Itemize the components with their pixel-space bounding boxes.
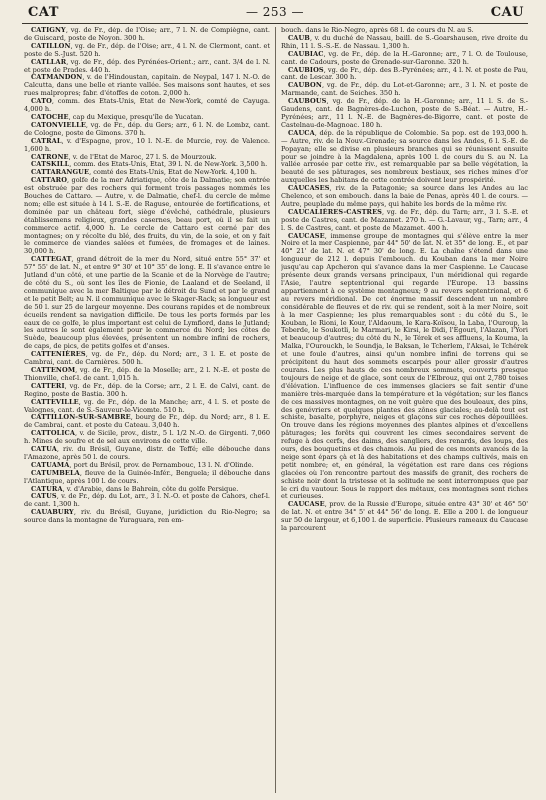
entry-headword: CATOCHE xyxy=(31,112,69,121)
dictionary-entry xyxy=(281,130,528,185)
entry-text: , prov. de la Russie d'Europe, située entre 43° 30' et 46° 50' de lat. N. et entre 34° 5' et 44° 56' de long. E. Elle a 200 l. de longueur sur 50 de largeur, et 6,100 l. de superficie. Plusieurs rameaux du Caucase la parcourent xyxy=(281,500,528,533)
dictionary-entry xyxy=(281,51,528,67)
entry-headword: CATTENIÈRES xyxy=(31,350,86,359)
dictionary-entry xyxy=(281,82,528,98)
entry-headword: CATMANDON xyxy=(31,73,83,82)
entry-text: , vg. de Fr., dép. de l'Oise; arr., 4 l. N. de Clermont, cant. et poste de S.-Just. 520 h. xyxy=(24,41,270,58)
entry-text: , v. d'Arabie, dans le Bahrein, côte du golfe Persique. xyxy=(62,484,239,493)
entry-headword: CAUABURY xyxy=(31,508,74,517)
dictionary-entry xyxy=(24,351,270,367)
entry-headword: CAUCASE xyxy=(288,231,325,240)
dictionary-entry xyxy=(24,138,270,154)
entry-text: , dép. de la république de Colombie. Sa pop. est de 193,000 h. — Autre, riv. de la Nouv.-Grenade; sa source dans les Andes, 6 l. S.-E. de Popayan; elle se divise en plusieurs branches qui se réunissent ensuite pour se joindre à la Magdalena, après 100 l. de cours du S. au N. La vallée arrosée par cette riv., est remarquable par sa belle végétation, la beauté de ses pâturages, ses nombreux bestiaux, ses riches mines d'or auxquelles les habitans de cette contrée doivent leur prospérité. xyxy=(281,128,528,185)
dictionary-entry xyxy=(24,98,270,114)
entry-text: , comté des Etats-Unis, Etat de New-York. 4,100 h. xyxy=(89,168,257,177)
entry-headword: CAUBON xyxy=(288,81,322,90)
dictionary-entry xyxy=(24,74,270,98)
entry-headword: CATTEGAT xyxy=(31,255,72,264)
dictionary-entry xyxy=(281,209,528,233)
entry-text: , immense groupe de montagnes qui s'élève entre la mer Noire et la mer Caspienne, par 44° 50' de lat. N. et 35° de long. E., et par 40° 21' de lat. N. et 47° 30' de long. E. La chaîne s'étend dans une longueur de 212 l. depuis l'embouch. du Kouban dans la mer Noire jusqu'au cap Apcheron qui s'avance dans la mer Caspienne. Le Caucase présente deux grands versans principaux, l'un méridional qui regarde l'Asie, l'autre septentrional qui regarde l'Europe. 13 bassins appartiennent à ce système montagneux; 9 au revers septentrional, et 6 au revers méridional. De cet énorme massif descendent un nombre considérable de fleuves et de riv. qui se rendent, soit à la mer Noire, soit à la mer Caspienne; les plus remarquables sont : du côté du S., le Kouban, le Rioni, le Kour, l'Aldaoum, le Kara-Koïsou, la Laba, l'Ouroup, la Teberde, le Soukotli, le Marmari, le Kirsi, le Didi, l'Egouri, l'Alazan, l'Yori et beaucoup d'autres; du côté du N., le Térek et ses affluens, la Kouma, la Malka, l'Ourouckh, le Soundja, le Baksan, le Tcherlem, l'Aksai, le Tchérek et une foule d'autres, ainsi qu'un nombre infini de torrens qui se précipitent du haut des sommets escarpés pour aller grossir d'autres courans. Les plus hauts de ces nombreux sommets, couverts presque toujours de neige et de glace, sont ceux de l'Elbrouz, qui ont 2,780 toises d'élévation. L'influence de ces immenses glaciers se fait sentir d'une manière très-marquée dans la température et la végétation; sur les flancs de ces massives montagnes, on ne voit guère que des bouleaux, des pins, des genévriers et quelques plantes des zônes glaciales; au-delà tout est schiste, basalte, porphyre, neiges et glaçons sur ces roches dépouillées. On trouve dans les régions moyennes des plantes alpines et d'excellens pâturages; les forêts qui couvrent les cimes secondaires servent de refuge à des cerfs, des daims, des sangliers, des renards, des loups, des ours, des bouquetins et des chamois. Au pied de ces monts avancés de la neige sont épars çà et là des habitations et des champs cultivés, mais en petit nombre; et, en général, la végétation est rare dans ces régions glacées où l'on rencontre partout des massifs de granit, des rochers de schiste noir dont la tristesse et la solitude ne sont interrompues que par le cri du vautour. Sous le rapport des métaux, ces montagnes sont riches et curieuses. xyxy=(281,231,528,501)
entry-text: , comm. des Etats-Unis, Etat, 39 l. N. de New-York. 3,500 h. xyxy=(69,160,268,169)
entry-text: , vg. de Fr., dép. du Gers; arr., 6 l. N. de Lombz, cant. de Cologne, poste de Gimons. 370 h. xyxy=(24,120,270,137)
entry-headword: CAUB xyxy=(288,33,310,42)
entry-text: , vg. de Fr., dép. de la Moselle; arr., 2 l. N.-E. et poste de Thionville, chef-l. de cant. 1,015 h. xyxy=(24,365,270,382)
running-head-left: CAT xyxy=(28,5,59,20)
entry-headword: CATSKILL xyxy=(31,160,70,169)
entry-text: , vg. de Fr., dép. des B.-Pyrénées; arr., 4 l. N. et poste de Pau, cant. de Lescar. 300 h. xyxy=(281,65,528,82)
dictionary-entry xyxy=(24,430,270,446)
entry-headword: CATO xyxy=(31,97,52,106)
entry-text: , vg. de Fr., dép. de la H.-Garonne; arr., 7 l. O. de Toulouse, cant. de Cadours, poste de Grenade-sur-Garonne. 320 h. xyxy=(281,49,528,66)
entry-text: , vg. de Fr., dép. du Nord; arr., 3 l. E. et poste de Cambrai, cant. de Carnières. 500 h. xyxy=(24,350,270,367)
dictionary-entry xyxy=(281,35,528,51)
entry-text: , comm. des Etats-Unis, Etat de New-York, comté de Cayuga. 4,000 h. xyxy=(24,97,270,114)
entry-text: , v. de l'Etat de Maroc, 27 l. S. de Mourzouk. xyxy=(68,152,217,161)
page-header xyxy=(22,5,528,24)
entry-text: bouch. dans le Rio-Negro, après 68 l. de cours du N. au S. xyxy=(281,27,474,34)
dictionary-entry xyxy=(281,233,528,502)
entry-headword: CATTERI xyxy=(31,381,65,390)
entry-headword: CAUBIOS xyxy=(288,65,324,74)
dictionary-entry xyxy=(281,67,528,83)
entry-text: , vg. de Fr., dép. des Pyrénées-Orient.; arr., cant. 3/4 de l. N. et poste de Prades. 440 h. xyxy=(24,57,270,74)
entry-headword: CAUCA xyxy=(288,128,315,137)
left-column xyxy=(24,27,270,795)
dictionary-entry xyxy=(24,256,270,351)
dictionary-entry xyxy=(24,446,270,462)
entry-text: , v. de l'Hindoustan, capitain. de Neypal, 147 l. N.-O. de Calcutta, dans une belle et riante vallée. Ses maisons sont hautes, et ses rues malpropres; fabr. d'étoffes de coton. 2,000 h. xyxy=(24,73,270,98)
dictionary-entry xyxy=(24,470,270,486)
entry-text: , riv. du Brésil, Guyane, juridiction du Rio-Negro; sa source dans la montagne de Yuraguara, ren em- xyxy=(24,508,270,525)
entry-headword: CATUA xyxy=(31,445,57,454)
entry-headword: CATTILLON-SUR-SAMBRE xyxy=(31,413,131,422)
entry-headword: CATLLAR xyxy=(31,57,67,66)
entry-headword: CATRONE xyxy=(31,152,69,161)
entry-headword: CATTEVILLE xyxy=(31,397,79,406)
dictionary-entry xyxy=(24,122,270,138)
dictionary-entry xyxy=(24,493,270,509)
entry-text: , golfe de la mer Adriatique, côte de la Dalmatie; son entrée est obstruée par des rochers qui forment trois passages nommés les Bouches de Cattaro. — Autre, v. de Dalmatie, chef-l. du cercle de même nom; elle est située à 14 l. S.-E. de Raguse, entourée de fortifications, et dominée par un château fort, siège d'évêché, cathédrale, plusieurs établissemens religieux, grandes casernes, beau port, où il se fait un commerce actif. 4,000 h. Le cercle de Cattaro est cerné par des montagnes; on y récolte du blé, des fruits, du vin, de la soie, et on y fait le commerce de viandes salées et fumées, de fromages et de laines. 30,000 h. xyxy=(24,176,270,256)
entry-text: , vg. de Fr., dép. de la Corse; arr., 2 l. E. de Calvi, cant. de Regino, poste de Bastia. 300 h. xyxy=(24,381,270,398)
running-head-right: CAU xyxy=(490,5,524,20)
entry-text: , vg. de Fr., dép. de la H.-Garonne; arr., 11 l. S. de S.-Gaudens, cant. de Bagnères-de-Luchon, poste de S.-Béat. — Autre, H.-Pyrénées; arr., 11 l. N.-E. de Bagnères-de-Bigorre, cant. et poste de Castelnau-de-Magnoac. 180 h. xyxy=(281,97,528,129)
entry-headword: CAUCASES xyxy=(288,184,330,193)
column-divider xyxy=(275,27,276,793)
entry-text: , grand détroit de la mer du Nord, situé entre 55° 37' et 57° 55' de lat. N., et entre 9° 30' et 10° 35' de long. E. Il s'avance entre le Jutland d'un côté, et une partie de la Scanie et de la Norvège de l'autre; de côté du S., où sont les îles de Fionie, de Laaland et de Seeland, il communique avec la mer Baltique par le détroit du Sund et par le grand et le petit Belt; au N. il communique avec le Skager-Rack; sa longueur est de 50 l. sur 25 de largeur moyenne. Des courans rapides et de nombreux écueils rendent sa navigation difficile. De tous les ports formés par les eaux de ce golfe, le plus important est celui de Lymfiord, dans le Jutland; les autres le sont également pour le commerce du Nord; les côtes de Suède, beaucoup plus élevées, présentent un nombre infini de rochers, de caps, de pics, de petits golfes et d'anses. xyxy=(24,255,270,351)
entry-headword: CATTENOM xyxy=(31,365,76,374)
dictionary-entry xyxy=(24,399,270,415)
entry-text: , v. de Fr., dép. du Lot, arr., 3 l. N.-O. et poste de Cahors, chef-l. de cant. 1,300 h. xyxy=(24,492,270,509)
dictionary-entry xyxy=(281,501,528,533)
entry-headword: CATTOLICA xyxy=(31,429,76,438)
entry-headword: CAUBOUS xyxy=(288,97,327,106)
dictionary-entry xyxy=(24,27,270,43)
dictionary-entry xyxy=(24,414,270,430)
entry-text: , port du Brésil, prov. de Pernambouc, 13 l. N. d'Olinde. xyxy=(69,460,254,469)
entry-headword: CATIGNY xyxy=(31,27,66,34)
entry-headword: CATUS xyxy=(31,492,57,501)
entry-headword: CATONVIELLE xyxy=(31,120,86,129)
entry-text: , riv. du Brésil, Guyane, distr. de Teffé; elle débouche dans l'Amazone, après 50 l. de cours. xyxy=(24,445,270,461)
entry-headword: CATURA xyxy=(31,484,63,493)
entry-text: , vg. de Fr., dép. de l'Oise; arr., 7 l. N. de Compiègne, cant. de Guiscard, poste de Noyon. 300 h. xyxy=(24,27,270,42)
entry-text: , v. d'Espagne, prov., 10 l. N.-E. de Murcie, roy. de Valence. 1,600 h. xyxy=(24,136,270,153)
entry-text: , fleuve de la Guinée-Infér., Benguela; il débouche dans l'Atlantique, après 100 l. de cours. xyxy=(24,468,270,485)
entry-headword: CATTARANGUE xyxy=(31,168,90,177)
entry-headword: CATUMBELA xyxy=(31,468,80,477)
entry-headword: CAUBIAC xyxy=(288,49,324,58)
entry-text: , vg. de Fr., dép. de la Manche; arr., 4 l. S. et poste de Valognes, cant. de S.-Sauveur-le-Vicomte. 510 h. xyxy=(24,397,270,414)
dictionary-entry xyxy=(24,383,270,399)
entry-text: , riv. de la Patagonie; sa source dans les Andes au lac Chelenco, et son embouch. dans la baie de Penas, après 40 l. de cours. — Autre, peuplade du même pays, qui habite les bords de la même riv. xyxy=(281,184,528,208)
dictionary-entry xyxy=(24,59,270,75)
entry-text: , v. de Sicile, prov., distr., 5 l. 1/2 N.-O. de Girgenti. 7,060 h. Mines de soufre et de sel aux environs de cette ville. xyxy=(24,429,270,446)
entry-text: , v. du duché de Nassau, baill. de S.-Goarshausen, rive droite du Rhin, 11 l. S.-S.-E. de Nassau. 1,300 h. xyxy=(281,33,528,50)
entry-headword: CAUCALIÈRES-CASTRES xyxy=(288,207,383,216)
entry-text: , vg. de Fr., dép. du Lot-et-Garonne; arr., 3 l. N. et poste de Marmande, cant. de Seiches. 350 h. xyxy=(281,81,528,98)
page-number: — 253 — xyxy=(245,5,305,19)
entry-headword: CATTARO xyxy=(31,176,68,185)
entry-headword: CATILLON xyxy=(31,41,71,50)
dictionary-entry xyxy=(281,185,528,209)
entry-headword: CATUAMA xyxy=(31,460,70,469)
dictionary-entry xyxy=(24,177,270,256)
entry-text: , bourg de Fr., dép. du Nord; arr., 8 l. E. de Cambrai, cant. et poste du Cateau. 3,040 h. xyxy=(24,413,270,430)
entry-headword: CAUCASE xyxy=(288,500,325,509)
dictionary-entry xyxy=(24,43,270,59)
entry-text: , cap du Mexique, presqu'île de Yucatan. xyxy=(68,112,204,121)
right-column xyxy=(281,27,528,795)
dictionary-entry xyxy=(24,367,270,383)
entry-headword: CATRAL xyxy=(31,136,62,145)
dictionary-entry xyxy=(24,509,270,525)
dictionary-entry xyxy=(281,98,528,130)
entry-text: , vg. de Fr., dép. du Tarn; arr., 3 l. S.-E. et poste de Castres, cant. de Mazamet. 270 h. — G.-Lavaur, vg., Tarn; arr., 4 l. S. de Castres, cant. et poste de Mazamet. 400 h. xyxy=(281,207,528,232)
